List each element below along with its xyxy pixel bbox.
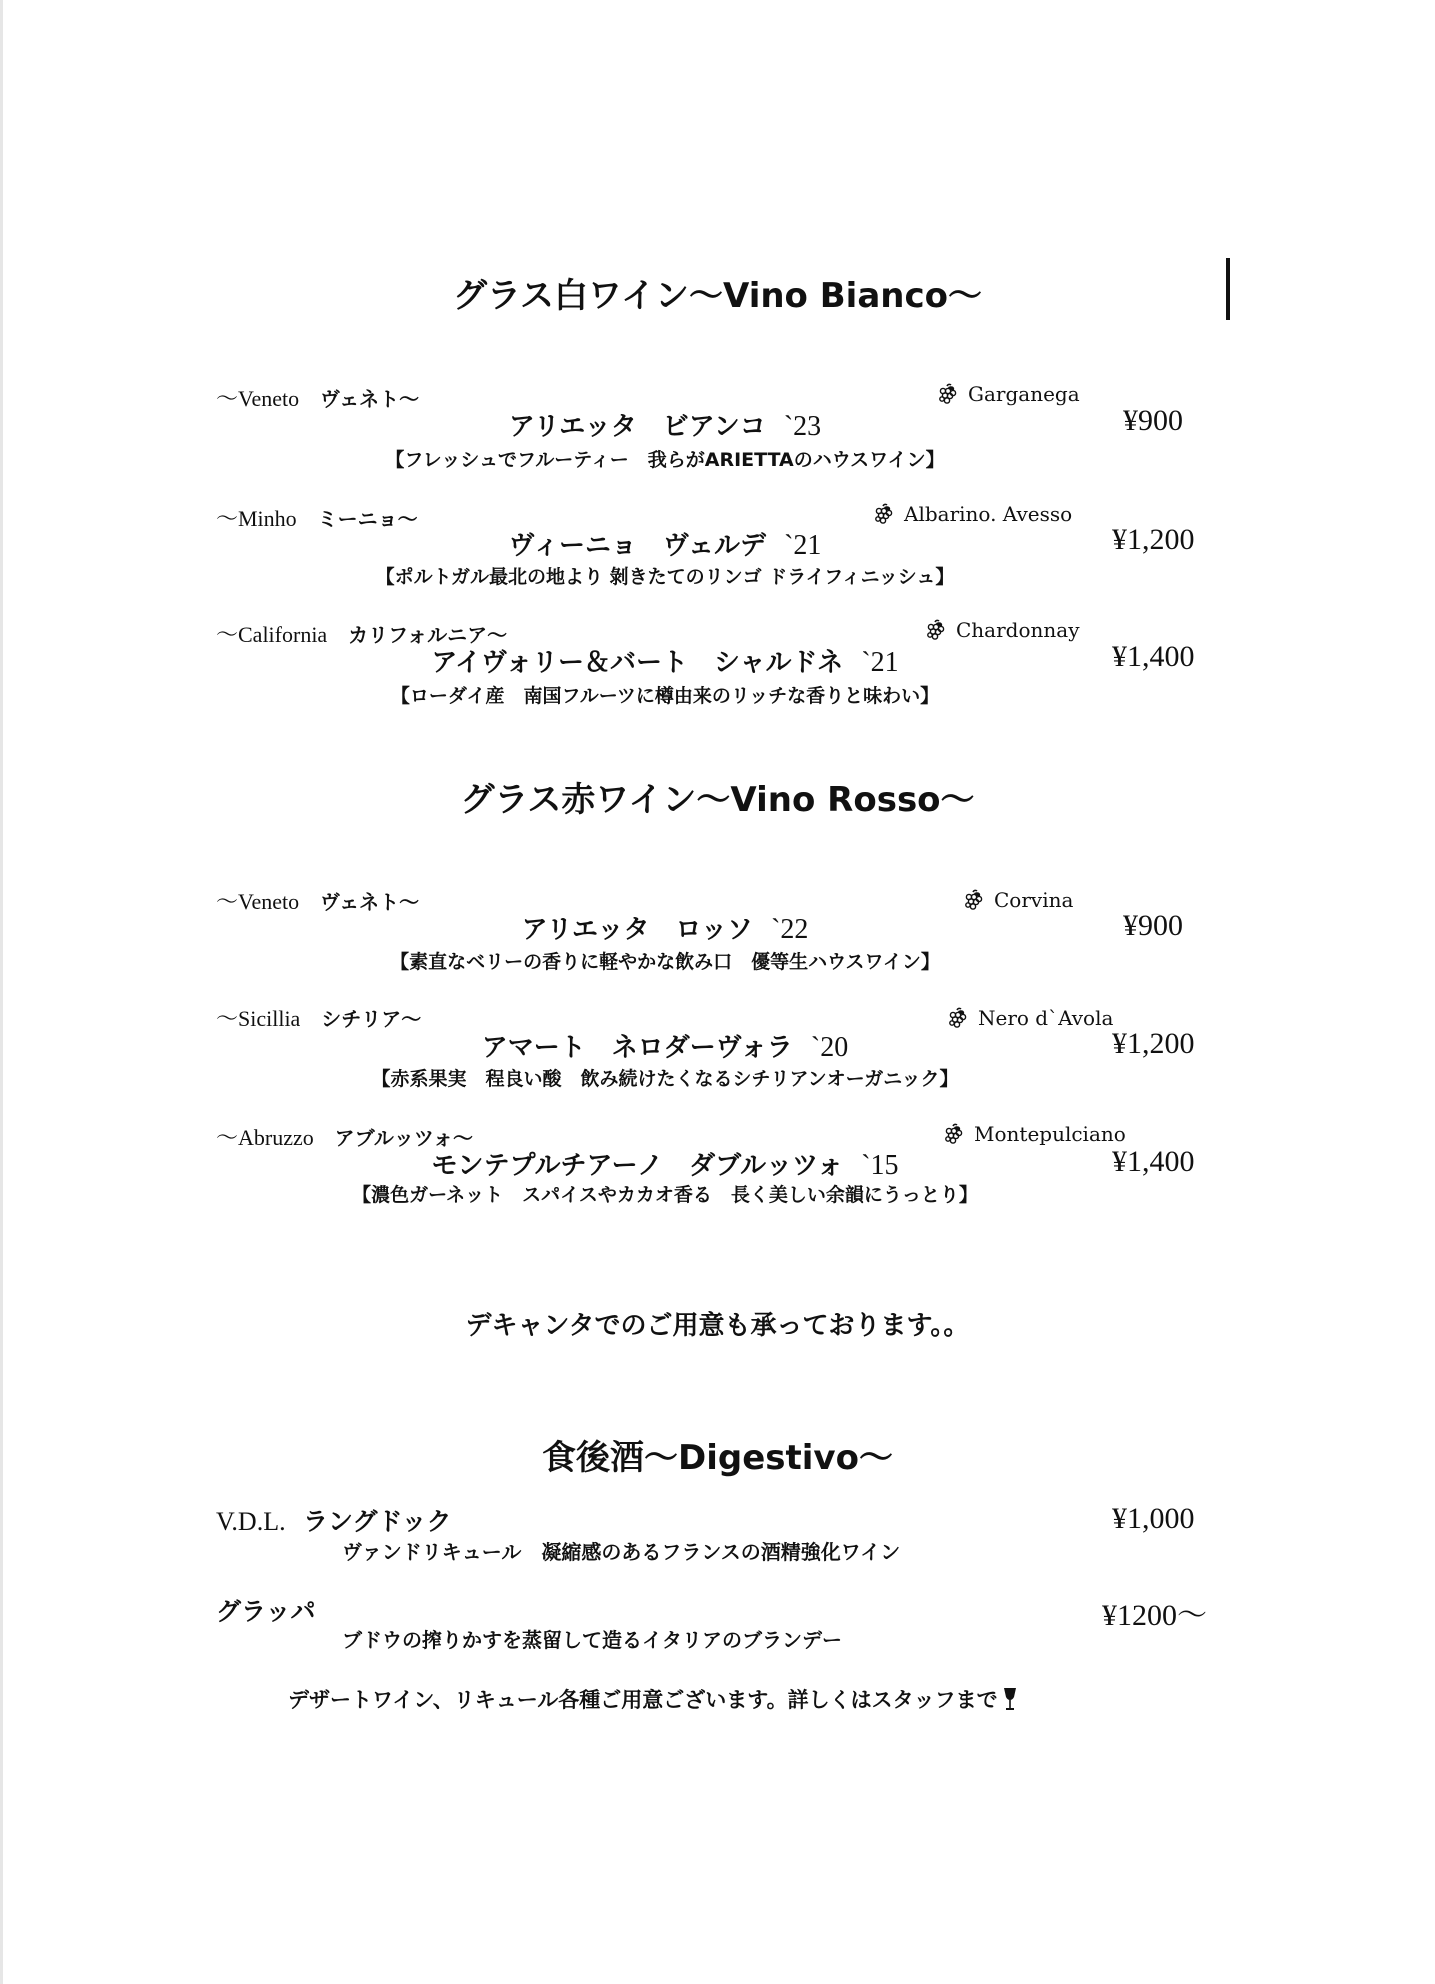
red-2-price: ¥1,200 [1112,1027,1195,1060]
white-2-desc: 【ポルトガル最北の地より 剝きたてのリンゴ ドライフィニッシュ】 [375,566,955,588]
decanter-notice: デキャンタでのご用意も承っております。。 [465,1311,970,1341]
red-2-region: 〜Sicillia シチリア〜 [216,1006,422,1031]
white-wine-title: グラス白ワイン〜Vino Bianco〜 [453,276,982,316]
red-1-region: 〜Veneto ヴェネト〜 [216,889,420,914]
red-3-grape: Montepulciano [942,1122,1126,1146]
red-2-grape: Nero d`Avola [946,1006,1113,1030]
digestivo-1-name: V.D.L. ラングドック [216,1507,452,1536]
white-3-name: アイヴォリー＆バート シャルドネ `21 [431,647,899,678]
white-3-region: 〜California カリフォルニア〜 [216,622,508,647]
red-3-desc: 【濃色ガーネット スパイスやカカオ香る 長く美しい余韻にうっとり】 [352,1184,978,1206]
white-2-region: 〜Minho ミーニョ〜 [216,506,418,531]
red-3-name: モンテプルチアーノ ダブルッツォ `15 [431,1150,899,1181]
red-wine-title: グラス赤ワイン〜Vino Rosso〜 [460,780,975,820]
white-1-grape: Garganega [936,382,1080,406]
digestivo-2-name: グラッパ [216,1597,316,1626]
white-2-price: ¥1,200 [1112,523,1195,556]
white-2-grape: Albarino. Avesso [872,502,1072,526]
red-3-price: ¥1,400 [1112,1145,1195,1178]
white-3-price: ¥1,400 [1112,640,1195,673]
digestivo-1-desc: ヴァンドリキュール 凝縮感のあるフランスの酒精強化ワイン [342,1540,901,1564]
white-2-name: ヴィーニョ ヴェルデ `21 [508,530,822,561]
white-1-name: アリエッタ ビアンコ `23 [508,411,822,442]
wine-glass-icon [1002,1686,1018,1712]
white-3-grape: Chardonnay [924,618,1080,642]
digestivo-1-price: ¥1,000 [1112,1502,1195,1535]
grape-icon [872,503,894,525]
grape-icon [942,1123,964,1145]
digestivo-2-price: ¥1200〜 [1102,1599,1207,1632]
white-3-desc: 【ローダイ産 南国フルーツに樽由来のリッチな香りと味わい】 [390,685,940,707]
footer-note: デザートワイン、リキュール各種ご用意ございます。詳しくはスタッフまで [288,1684,1018,1714]
red-3-region: 〜Abruzzo アブルッツォ〜 [216,1125,474,1150]
grape-icon [924,619,946,641]
white-1-region: 〜Veneto ヴェネト〜 [216,386,420,411]
red-1-desc: 【素直なベリーの香りに軽やかな飲み口 優等生ハウスワイン】 [390,951,940,973]
digestivo-2-desc: ブドウの搾りかすを蒸留して造るイタリアのブランデー [342,1628,842,1652]
grape-icon [936,383,958,405]
red-1-name: アリエッタ ロッソ `22 [521,914,809,945]
red-1-grape: Corvina [962,888,1073,912]
red-1-price: ¥900 [1123,909,1183,942]
grape-icon [946,1007,968,1029]
white-1-desc: 【フレッシュでフルーティー 我らがARIETTAのハウスワイン】 [385,449,945,471]
white-1-price: ¥900 [1123,404,1183,437]
red-2-name: アマート ネロダーヴォラ `20 [481,1032,849,1063]
grape-icon [962,889,984,911]
digestivo-title: 食後酒〜Digestivo〜 [542,1438,893,1478]
red-2-desc: 【赤系果実 程良い酸 飲み続けたくなるシチリアンオーガニック】 [371,1068,959,1090]
